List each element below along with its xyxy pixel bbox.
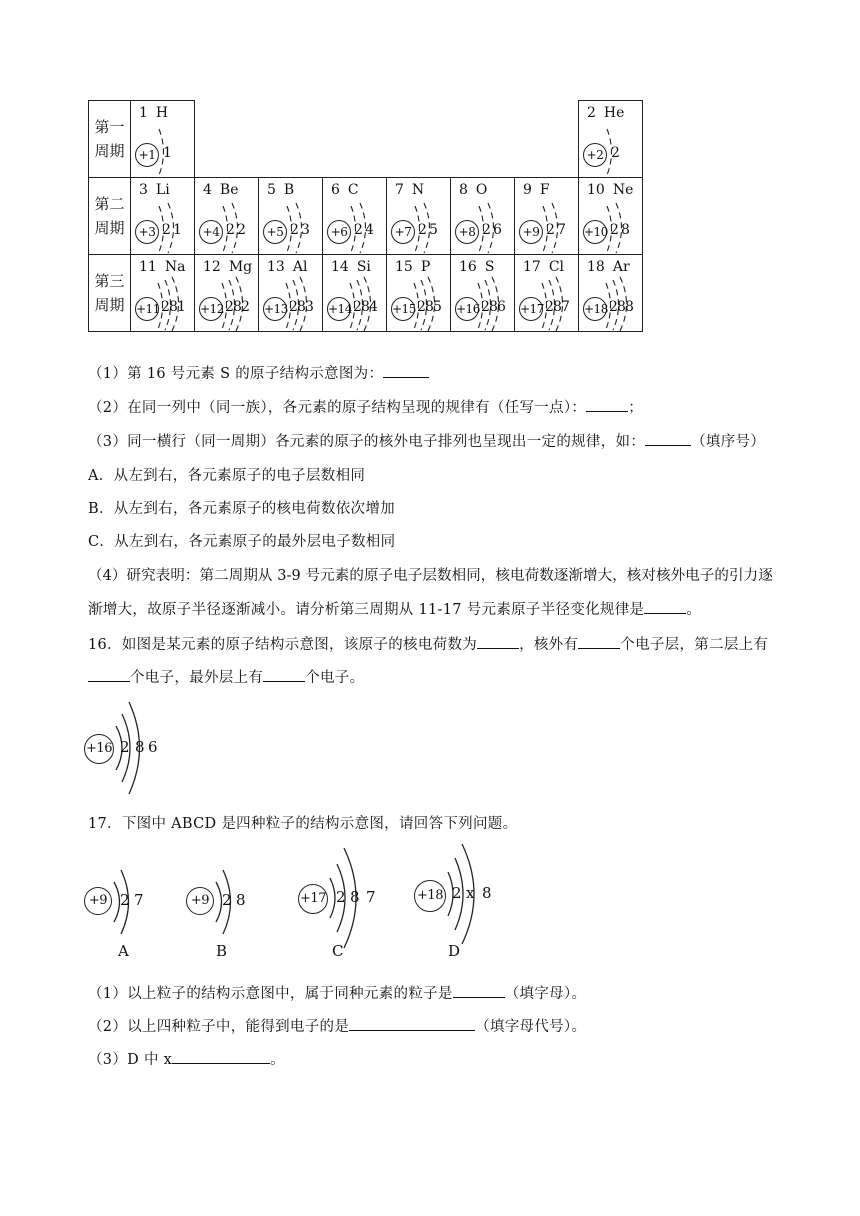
nucleus: +17 [298,884,328,914]
period-label: 周期 [94,142,125,160]
atomic-number: 11 [139,259,157,275]
shell-electron-count: 6 [493,222,502,238]
shell-electron-count: 8 [233,299,242,315]
shell-electron-count: 7 [134,891,144,909]
period-3-header [89,255,131,332]
period-label: 第二 [94,195,125,213]
shell-electron-count: 2 [418,222,427,238]
shell-electron-count: 2 [545,299,554,315]
element-cell [131,178,195,255]
q16-text: 个电子，最外层上有 [130,670,264,686]
particle-c-diagram [298,842,398,966]
q16-line2 [88,666,364,687]
element-symbol: Na [164,259,186,275]
answer-blank[interactable] [349,1016,475,1031]
q17-part3 [88,1048,285,1069]
element-cell [579,178,643,255]
atomic-number: 3 [139,182,148,198]
shell-electron-count: 3 [301,222,310,238]
answer-blank[interactable] [645,431,691,446]
element-cell [579,255,643,332]
element-tile [131,178,194,254]
atomic-number: 13 [267,259,285,275]
empty-gap [195,101,579,178]
q15-part3-text: （3）同一横行（同一周期）各元素的原子的核外电子排列也呈现出一定的规律，如： [88,434,646,450]
element-cell [195,178,259,255]
shell-electron-count: 5 [433,299,442,315]
element-symbol: P [420,259,431,275]
element-cell [451,178,515,255]
element-symbol: C [347,182,359,198]
shell-electron-count: 5 [429,222,438,238]
period-1-header [89,101,131,178]
shell-electron-count: 2 [237,222,246,238]
sulfur-atom-diagram [84,700,174,798]
q16-text: ，核外有 [519,637,579,653]
answer-blank[interactable] [453,983,505,998]
atomic-number: 8 [459,182,468,198]
element-tile [387,255,450,331]
nucleus: +3 [135,220,159,244]
element-cell [323,255,387,332]
nucleus: +16 [84,734,114,764]
q17-part2 [88,1015,586,1036]
nucleus: +15 [391,297,415,321]
shell-electron-count: 7 [561,299,570,315]
element-cell [131,255,195,332]
nucleus: +8 [455,220,479,244]
q15-part4-text: 渐增大，故原子半径逐渐减小。请分析第三周期从 11-17 号元素原子半径变化规律是 [88,602,645,618]
q17-intro: 17．下图中 ABCD 是四种粒子的结构示意图，请回答下列问题。 [88,816,518,832]
atomic-number: 14 [331,259,349,275]
element-tile [259,178,322,254]
q16-text: 16．如图是某元素的原子结构示意图，该原子的核电荷数为 [88,637,478,653]
atomic-number: 5 [267,182,276,198]
atomic-number: 9 [523,182,532,198]
element-tile [323,178,386,254]
element-cell [259,255,323,332]
nucleus: +9 [186,887,214,915]
shell-electron-count: 8 [489,299,498,315]
element-cell [195,255,259,332]
element-symbol: N [411,182,425,198]
q17-hint: （填字母）。 [504,986,587,1002]
element-symbol: Li [155,182,170,198]
shell-electron-count: 8 [297,299,306,315]
shell-electron-count: 8 [135,738,145,756]
shell-electron-count: 3 [305,299,314,315]
atomic-number: 7 [395,182,404,198]
nucleus: +2 [583,143,607,167]
element-symbol: Mg [228,259,253,275]
shell-electron-count: 2 [609,299,618,315]
shell-electron-count: 1 [163,145,172,161]
nucleus: +11 [135,297,159,321]
q15-part1 [88,362,429,383]
shell-electron-count: 2 [610,222,619,238]
element-cell [387,255,451,332]
atomic-number: 12 [203,259,221,275]
element-cell [259,178,323,255]
element-symbol: Cl [548,259,565,275]
nucleus: +7 [391,220,415,244]
answer-blank[interactable] [578,634,620,649]
element-symbol: Si [356,259,371,275]
nucleus: +18 [583,297,607,321]
element-cell [515,178,579,255]
shell-electron-count: 8 [553,299,562,315]
element-symbol: S [484,259,495,275]
element-tile [387,178,450,254]
q17-text: （1）以上粒子的结构示意图中，属于同种元素的粒子是 [88,986,453,1002]
shell-electron-count: 2 [354,222,363,238]
nucleus: +4 [199,220,223,244]
answer-blank[interactable] [172,1049,270,1064]
nucleus: +17 [519,297,543,321]
nucleus: +6 [327,220,351,244]
answer-blank[interactable] [263,667,305,682]
element-symbol: O [475,182,488,198]
element-symbol: He [603,105,625,121]
q15-part4-line1: （4）研究表明：第二周期从 3-9 号元素的原子电子层数相同，核电荷数逐渐增大，核对核外电子的引力逐 [88,568,773,584]
shell-electron-count: 1 [177,299,186,315]
shell-electron-count: 4 [365,222,374,238]
shell-electron-count: 2 [452,884,462,902]
nucleus: +13 [263,297,287,321]
period-label: 第三 [94,272,125,290]
particle-caption: B [216,942,228,960]
q15-part2 [88,396,643,417]
q17-text: （3）D 中 x [88,1052,173,1068]
element-tile [131,101,194,177]
element-symbol: Ne [612,182,634,198]
nucleus: +12 [199,297,223,321]
element-tile [515,255,578,331]
atomic-number: 10 [587,182,605,198]
particle-caption: C [332,942,344,960]
q15-part3 [88,430,765,451]
option-c: C．从左到右，各元素原子的最外层电子数相同 [88,534,396,550]
q17-hint: （填字母代号）。 [475,1019,587,1035]
shell-electron-count: 2 [336,888,346,906]
element-symbol: H [155,105,169,121]
nucleus: +10 [583,220,607,244]
answer-blank[interactable] [644,599,686,614]
atomic-number: 2 [587,105,596,121]
element-tile [515,178,578,254]
shell-electron-count: 8 [350,888,360,906]
period-1-row [89,101,643,178]
shell-electron-count: 2 [241,299,250,315]
q16-text: 个电子。 [305,670,365,686]
period-2-row [89,178,643,255]
shell-electron-count: 2 [222,891,232,909]
element-cell [323,178,387,255]
shell-electron-count: 8 [425,299,434,315]
answer-blank[interactable] [477,634,519,649]
atomic-number: 18 [587,259,605,275]
atomic-number: 16 [459,259,477,275]
shell-electron-count: 8 [617,299,626,315]
element-symbol: B [283,182,295,198]
element-tile [323,255,386,331]
shell-electron-count: 2 [482,222,491,238]
shell-electron-count: 2 [353,299,362,315]
particle-b-diagram [186,856,266,966]
q15-part3-hint: （填序号） [691,434,766,450]
punctuation: ； [628,400,644,416]
shell-electron-count: 1 [173,222,182,238]
answer-blank[interactable] [88,667,130,682]
element-cell [131,101,195,178]
nucleus: +1 [135,143,159,167]
shell-electron-count: 2 [162,222,171,238]
q17-part1 [88,982,586,1003]
element-cell [387,178,451,255]
shell-electron-count: 2 [225,299,234,315]
element-symbol: Be [219,182,239,198]
answer-blank[interactable] [586,397,628,412]
shell-electron-count: 2 [481,299,490,315]
nucleus: +18 [414,880,446,912]
nucleus: +14 [327,297,351,321]
element-tile [451,255,514,331]
punctuation: 。 [270,1052,285,1068]
shell-electron-count: 7 [366,888,376,906]
atomic-number: 1 [139,105,148,121]
option-b: B．从左到右，各元素原子的核电荷数依次增加 [88,501,395,517]
particle-a-diagram [84,856,164,966]
atomic-number: 6 [331,182,340,198]
shell-electron-count: 2 [120,738,130,756]
q17-text: （2）以上四种粒子中，能得到电子的是 [88,1019,350,1035]
period-3-row [89,255,643,332]
shell-electron-count: 2 [120,891,130,909]
element-cell [451,255,515,332]
element-tile [259,255,322,331]
atomic-number: 4 [203,182,212,198]
shell-electron-count: 2 [546,222,555,238]
particle-caption: D [448,942,461,960]
element-tile [579,255,642,331]
nucleus: +5 [263,220,287,244]
shell-electron-count: 7 [557,222,566,238]
element-cell [515,255,579,332]
answer-blank[interactable] [383,363,429,378]
shell-electron-count: 8 [169,299,178,315]
element-symbol: Al [292,259,308,275]
element-tile [195,178,258,254]
shell-electron-count: 2 [226,222,235,238]
element-symbol: Ar [612,259,630,275]
shell-electron-count: 8 [236,891,246,909]
option-a: A．从左到右，各元素原子的电子层数相同 [88,468,366,484]
shell-electron-count: 2 [289,299,298,315]
particle-caption: A [118,942,129,960]
period-2-header [89,178,131,255]
element-tile [195,255,258,331]
period-label: 第一 [94,118,125,136]
period-label: 周期 [94,219,125,237]
element-tile [131,255,194,331]
shell-electron-count: 8 [482,884,492,902]
particle-d-diagram [414,842,514,966]
shell-electron-count: 8 [361,299,370,315]
q15-part4-line2 [88,598,701,619]
element-tile [451,178,514,254]
atomic-number: 17 [523,259,541,275]
nucleus: +9 [519,220,543,244]
q15-part1-text: （1）第 16 号元素 S 的原子结构示意图为： [88,366,384,382]
shell-electron-count: 2 [417,299,426,315]
element-cell [579,101,643,178]
shell-electron-count: 8 [621,222,630,238]
atomic-number: 15 [395,259,413,275]
shell-electron-count: 6 [497,299,506,315]
shell-electron-count: x [466,884,475,902]
punctuation: 。 [686,602,702,618]
nucleus: +16 [455,297,479,321]
q16-text: 个电子层，第二层上有 [620,637,769,653]
element-tile [579,101,642,177]
q15-part2-text: （2）在同一列中（同一族），各元素的原子结构呈现的规律有（任写一点）： [88,400,587,416]
nucleus: +9 [84,887,112,915]
shell-electron-count: 4 [369,299,378,315]
q16-line1 [88,633,768,654]
shell-electron-count: 2 [161,299,170,315]
periodic-table [88,100,643,332]
shell-electron-count: 2 [290,222,299,238]
period-label: 周期 [94,296,125,314]
shell-electron-count: 6 [148,738,158,756]
shell-electron-count: 2 [611,145,620,161]
element-tile [579,178,642,254]
shell-electron-count: 8 [625,299,634,315]
element-symbol: F [539,182,550,198]
